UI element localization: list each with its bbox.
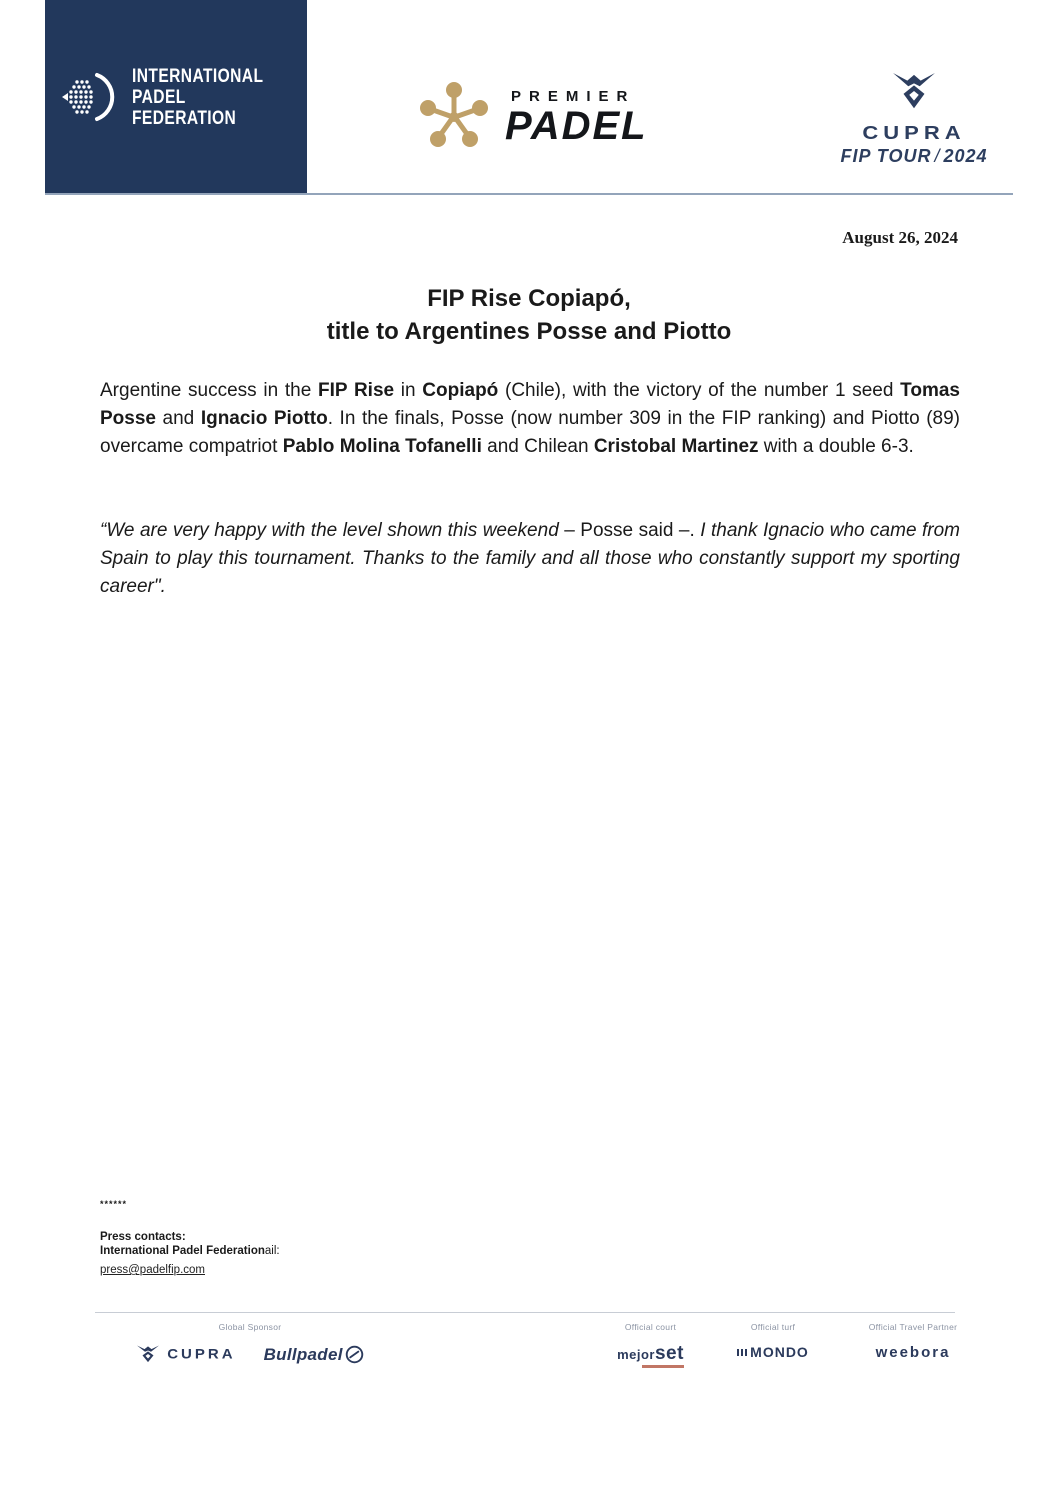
bullpadel-wordmark: Bullpadel [263, 1344, 343, 1364]
footer-official-court-group [588, 1322, 713, 1368]
ipf-logo [45, 0, 307, 194]
premier-logo-text [505, 88, 648, 147]
premier-padel-logo [415, 78, 648, 156]
ipf-line-3: FEDERATION [131, 107, 237, 129]
press-contacts-label: Press contacts: [100, 1231, 186, 1243]
official-court-label: Official court [624, 1322, 677, 1332]
title-line-2: title to Argentines Posse and Piotto [326, 318, 732, 345]
date: August 26, 2024 [842, 228, 958, 247]
cupra-badge-small-icon [136, 1345, 160, 1364]
fip-tour-separator: / [934, 146, 941, 166]
mejorset-word2: set [654, 1343, 684, 1364]
text-segment-bold: Copiapó [422, 380, 499, 401]
cupra-footer-logo [136, 1345, 235, 1364]
text-segment: and Chilean [481, 436, 594, 457]
footer-official-travel-group [843, 1322, 983, 1361]
press-email-link[interactable]: press@padelfip.com [100, 1264, 205, 1276]
fip-tour-text: FIP TOUR [840, 146, 932, 166]
mondo-logo [737, 1344, 809, 1360]
press-contacts-block [100, 1230, 280, 1277]
text-segment: in [394, 380, 423, 401]
text-segment-bold: Pablo Molina Tofanelli [282, 436, 482, 457]
footer-divider [95, 1312, 955, 1313]
quote-attribution-segment: – Posse said –. [558, 520, 701, 541]
premier-wordmark-bottom: PADEL [505, 103, 648, 148]
text-segment-bold: Ignacio Piotto [200, 408, 328, 429]
text-segment: and [155, 408, 201, 429]
ipf-line-1: INTERNATIONAL [131, 65, 264, 87]
global-sponsor-label: Global Sponsor [218, 1322, 282, 1332]
fip-tour-year: 2024 [943, 146, 988, 166]
mejorset-word1: mejor [617, 1347, 655, 1362]
bullpadel-racket-icon [345, 1345, 364, 1364]
press-contacts-org-line [100, 1244, 280, 1258]
bullpadel-logo [264, 1345, 364, 1365]
text-segment-bold: Cristobal Martinez [593, 436, 759, 457]
org-name: International Padel Federation [100, 1245, 265, 1257]
quote-italic-segment: I thank Ignacio who came from Spain to play this tournament. Thanks to the family and all those who constantly support my sporting career". [100, 520, 960, 597]
footer-global-sponsor-group [95, 1322, 405, 1365]
mondo-bars-icon [737, 1347, 747, 1358]
ipf-line-2: PADEL [131, 86, 186, 108]
ipf-ball-icon [60, 66, 122, 128]
quote-paragraph [100, 517, 960, 601]
text-segment: . In the finals, Posse (now number 309 in the FIP ranking) and Piotto (89) overcame compatriot [100, 408, 960, 457]
official-travel-label: Official Travel Partner [868, 1322, 958, 1332]
header-divider [45, 193, 1013, 195]
official-turf-label: Official turf [750, 1322, 796, 1332]
ipf-logo-text [132, 66, 263, 129]
text-segment-bold: FIP Rise [318, 380, 395, 401]
weebora-wordmark: weebora [875, 1344, 951, 1361]
cupra-wordmark: CUPRA [862, 121, 966, 144]
footer-official-turf-group [713, 1322, 833, 1363]
separator-asterisks: ****** [100, 1199, 128, 1209]
mejorset-tagline-bar [642, 1365, 684, 1368]
fip-tour-wordmark [838, 145, 990, 167]
text-segment: with a double 6-3. [758, 436, 914, 457]
text-segment-bold: Tomas Posse [100, 380, 960, 429]
cupra-fip-tour-logo [838, 72, 990, 167]
weebora-logo [843, 1344, 983, 1361]
text-segment: Argentine success in the [100, 380, 319, 401]
quote-italic-segment: “We are very happy with the level shown this weekend [100, 520, 559, 541]
premier-wordmark-top: PREMIER [511, 87, 636, 105]
cupra-footer-wordmark: CUPRA [167, 1346, 236, 1363]
cupra-badge-icon [891, 72, 937, 112]
title-line-1: FIP Rise Copiapó, [427, 285, 631, 312]
mondo-wordmark: MONDO [750, 1344, 809, 1360]
text-segment: (Chile), with the victory of the number 1 seed [498, 380, 901, 401]
premier-flower-icon [415, 78, 493, 156]
mejorset-logo [617, 1344, 684, 1368]
org-suffix: ail: [264, 1245, 280, 1257]
page-title [0, 282, 1058, 348]
lead-paragraph [100, 377, 960, 461]
